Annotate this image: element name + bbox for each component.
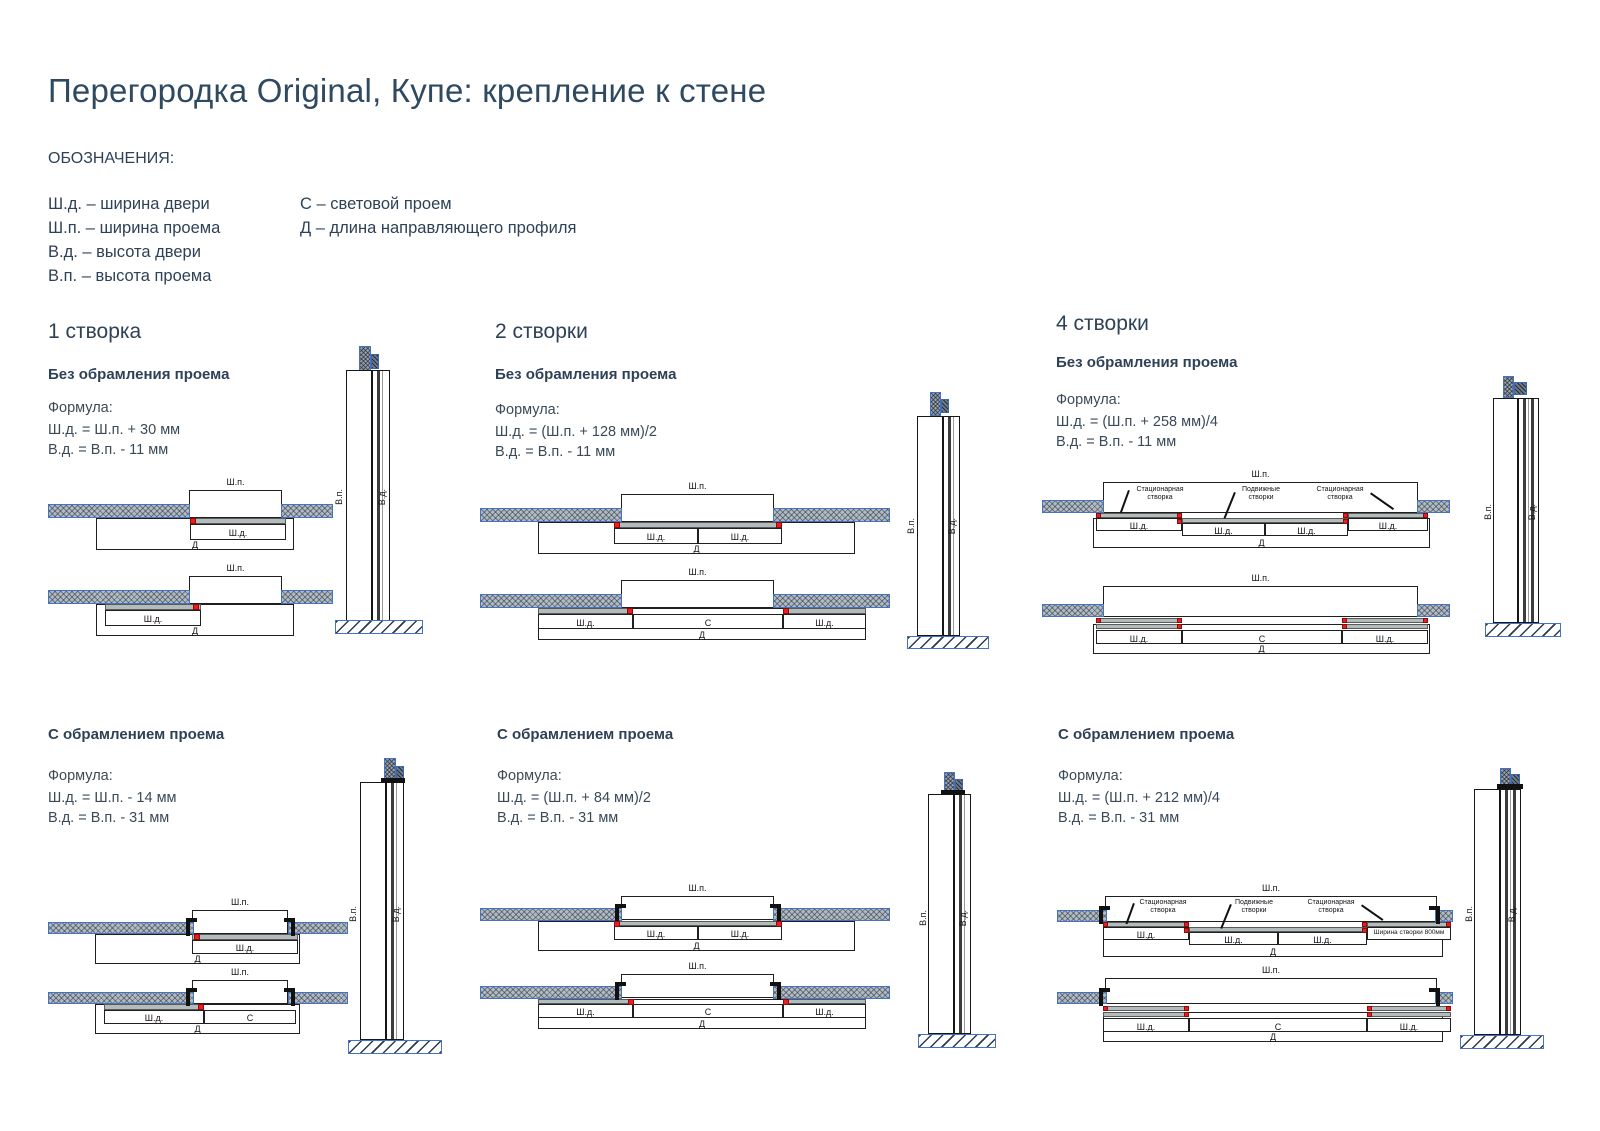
door-width-label: Ш.д. — [815, 618, 834, 628]
section-2leaf — [905, 390, 995, 646]
door-width-label: Ш.д. — [1136, 1022, 1156, 1032]
legend-item: Д – длина направляющего профиля — [300, 219, 577, 237]
opening-height-box — [928, 794, 954, 1034]
opening-height-label: В.п. — [918, 910, 928, 926]
wall-segment — [1042, 500, 1104, 513]
ceiling-profile — [359, 346, 371, 372]
track-profile — [1514, 382, 1527, 395]
track-length-label: Д — [693, 544, 700, 554]
light-opening-label: С — [1274, 1022, 1282, 1032]
section-heading: С обрамлением проема — [48, 726, 225, 743]
formula-height: В.д. = В.п. - 11 мм — [1056, 434, 1177, 450]
legend-column-2 — [300, 192, 576, 240]
column-heading-4: 4 створки — [1056, 312, 1149, 335]
light-opening-label: С — [1258, 634, 1266, 644]
stopper-marker — [1343, 513, 1348, 518]
plan-1leaf-open — [48, 560, 333, 636]
plan-1leaf-framed-open — [48, 968, 348, 1044]
frame-profile — [941, 790, 965, 795]
stopper-marker — [614, 921, 620, 927]
stopper-marker — [1103, 1006, 1108, 1011]
page-title: Перегородка Original, Купе: крепление к стене — [48, 72, 767, 109]
opening-height-label: В.п. — [348, 906, 358, 922]
wall-segment — [48, 992, 194, 1004]
opening-height-box — [346, 370, 372, 622]
section-heading: Без обрамления проема — [1056, 354, 1238, 371]
wall-segment — [48, 922, 194, 934]
fixed-leaf-annotation: Стационарная створка — [1316, 486, 1364, 502]
plan-1leaf-closed — [48, 478, 333, 554]
formula-width: Ш.д. = (Ш.п. + 84 мм)/2 — [497, 790, 651, 806]
stopper-marker — [628, 999, 634, 1005]
floor-hatch — [918, 1034, 996, 1048]
door-width-label: Ш.д. — [1129, 634, 1149, 644]
stopper-marker — [193, 604, 199, 610]
fixed-leaf-annotation: Стационарная створка — [1136, 486, 1184, 502]
frame-corner — [615, 904, 626, 922]
formula-label: Формула: — [48, 400, 113, 416]
track-length-label: Д — [191, 626, 199, 636]
door-width-label: Ш.д. — [576, 1007, 595, 1017]
section-4leaf-framed — [1460, 768, 1545, 1054]
wall-segment — [288, 922, 348, 934]
frame-corner — [615, 982, 626, 1000]
stopper-marker — [1423, 618, 1428, 623]
wall-segment — [1417, 500, 1450, 513]
opening-width-label: Ш.п. — [230, 967, 250, 977]
formula-width: Ш.д. = (Ш.п. + 128 мм)/2 — [495, 424, 657, 440]
frame-corner — [770, 982, 781, 1000]
opening-box — [192, 910, 288, 934]
wall-segment — [288, 992, 348, 1004]
leaf-width-note: Ширина створки 800мм — [1367, 927, 1451, 940]
legend-item: Ш.п. – ширина проема — [48, 219, 221, 237]
door-rail — [1367, 1012, 1451, 1017]
light-opening-label: С — [246, 1013, 254, 1023]
section-2leaf-framed — [918, 772, 1003, 1048]
legend-item: Ш.д. – ширина двери — [48, 195, 210, 213]
door-width-label: Ш.д. — [1297, 526, 1316, 536]
light-opening-label: С — [704, 618, 712, 628]
door-rail — [1096, 624, 1182, 629]
section-heading: С обрамлением проема — [497, 726, 674, 743]
door-width-label: Ш.д. — [1313, 935, 1332, 945]
ceiling-profile — [1503, 376, 1514, 398]
opening-box — [189, 576, 282, 604]
door-width-label: Ш.д. — [228, 528, 248, 538]
opening-box — [621, 974, 774, 998]
track-length-label: Д — [698, 630, 706, 640]
wall-segment — [480, 908, 622, 921]
door-height-label: В.д. — [377, 489, 387, 506]
opening-width-label: Ш.п. — [1251, 469, 1270, 479]
ceiling-profile — [930, 392, 941, 416]
frame-corner — [1429, 906, 1440, 924]
wall-segment — [773, 986, 890, 999]
opening-height-box — [360, 782, 386, 1040]
opening-width-label: Ш.п. — [1261, 883, 1281, 893]
plan-2leaf-framed-open — [480, 962, 890, 1038]
stopper-marker — [190, 518, 196, 524]
frame-corner — [770, 904, 781, 922]
wall-segment — [480, 986, 622, 999]
stopper-marker — [1184, 922, 1189, 927]
frame-profile — [1497, 784, 1523, 789]
legend-item: С – световой проем — [300, 195, 452, 213]
plan-4leaf-closed — [1028, 470, 1450, 550]
wall-segment — [773, 908, 890, 921]
door-rail — [1342, 624, 1428, 629]
opening-width-label: Ш.п. — [230, 897, 250, 907]
opening-width-label: Ш.п. — [226, 563, 245, 573]
column-heading-2: 2 створки — [495, 320, 588, 343]
stopper-marker — [1177, 624, 1182, 629]
floor-hatch — [348, 1040, 442, 1054]
opening-box — [621, 580, 774, 608]
floor-hatch — [1460, 1035, 1544, 1049]
plan-4leaf-framed-open — [1055, 966, 1455, 1046]
stopper-marker — [1103, 922, 1108, 927]
wall-segment — [281, 590, 333, 604]
door-height-label: В.д. — [391, 906, 401, 923]
track-length-label: Д — [194, 1024, 201, 1034]
door-rail — [1103, 1006, 1189, 1011]
door-panel-line — [1523, 399, 1526, 622]
plan-2leaf-open — [480, 564, 890, 642]
opening-width-label: Ш.п. — [688, 961, 707, 971]
fixed-leaf-annotation: Стационарная створка — [1307, 899, 1355, 915]
legend-item: В.д. – высота двери — [48, 243, 201, 261]
stopper-marker — [1096, 618, 1101, 623]
stopper-marker — [1446, 1006, 1451, 1011]
opening-height-box — [1493, 398, 1518, 623]
frame-profile — [381, 778, 405, 783]
opening-box — [1105, 978, 1437, 1004]
door-width-label: Ш.д. — [1224, 935, 1243, 945]
door-width-label: Ш.д. — [646, 929, 666, 939]
door-width-label: Ш.д. — [143, 614, 163, 624]
track-length-label: Д — [698, 1019, 706, 1029]
legend-column-1 — [48, 192, 220, 288]
opening-height-label: В.п. — [906, 518, 916, 534]
door-width-label: Ш.д. — [1378, 521, 1398, 531]
track-length-label: Д — [191, 540, 199, 550]
stopper-marker — [1423, 513, 1428, 518]
stopper-marker — [194, 934, 200, 940]
formula-width: Ш.д. = Ш.п. + 30 мм — [48, 422, 181, 438]
track-length-label: Д — [1269, 1032, 1277, 1042]
door-height-label: В.д. — [1507, 906, 1517, 923]
opening-box — [1103, 586, 1418, 617]
door-rail — [1096, 618, 1182, 623]
stopper-marker — [1367, 1012, 1372, 1017]
formula-height: В.д. = В.п. - 31 мм — [1058, 810, 1180, 826]
wall-segment — [48, 590, 190, 604]
stopper-marker — [1342, 618, 1347, 623]
stopper-marker — [1184, 1012, 1189, 1017]
opening-width-label: Ш.п. — [1251, 573, 1270, 583]
door-width-label: Ш.д. — [1136, 930, 1156, 940]
frame-corner — [284, 988, 295, 1006]
door-rail — [1342, 618, 1428, 623]
door-width-label: Ш.д. — [1399, 1022, 1419, 1032]
section-heading: С обрамлением проема — [1058, 726, 1235, 743]
opening-width-label: Ш.п. — [688, 567, 707, 577]
door-width-label: Ш.д. — [235, 943, 255, 953]
stopper-marker — [783, 608, 789, 614]
floor-hatch — [1485, 623, 1561, 637]
floor-hatch — [335, 620, 423, 634]
wall-segment — [1042, 604, 1104, 617]
formula-label: Формула: — [1056, 392, 1121, 408]
moving-leaves-annotation: Подвижные створки — [1242, 486, 1280, 502]
wall-segment — [773, 508, 890, 522]
opening-height-label: В.п. — [1464, 906, 1474, 922]
plan-4leaf-framed-closed — [1055, 884, 1455, 964]
stopper-marker — [198, 1004, 204, 1010]
opening-width-label: Ш.п. — [688, 481, 707, 491]
opening-height-box — [1474, 789, 1500, 1035]
formula-width: Ш.д. = Ш.п. - 14 мм — [48, 790, 177, 806]
plan-4leaf-open — [1028, 574, 1450, 654]
formula-width: Ш.д. = (Ш.п. + 212 мм)/4 — [1058, 790, 1220, 806]
track-profile — [371, 354, 379, 369]
door-width-label: Ш.д. — [730, 929, 750, 939]
column-heading-1: 1 створка — [48, 320, 142, 343]
opening-width-label: Ш.п. — [226, 477, 245, 487]
floor-hatch — [907, 636, 989, 649]
legend-item: В.п. – высота проема — [48, 267, 212, 285]
stopper-marker — [614, 522, 620, 528]
stopper-marker — [776, 921, 782, 927]
light-opening-label: С — [704, 1007, 712, 1017]
stopper-marker — [1177, 618, 1182, 623]
track-length-label: Д — [1269, 947, 1277, 957]
door-width-label: Ш.д. — [1214, 526, 1233, 536]
opening-box — [189, 490, 282, 518]
opening-box — [192, 980, 288, 1004]
frame-corner — [284, 918, 295, 936]
frame-corner — [1429, 988, 1440, 1006]
door-rail — [1103, 1012, 1189, 1017]
door-width-label: Ш.д. — [646, 532, 666, 542]
wall-segment — [281, 504, 333, 518]
section-1leaf — [332, 344, 432, 636]
opening-width-label: Ш.п. — [1261, 965, 1281, 975]
frame-corner — [186, 988, 197, 1006]
stopper-marker — [783, 999, 789, 1005]
fixed-leaf-annotation: Стационарная створка — [1139, 899, 1187, 915]
wall-segment — [1417, 604, 1450, 617]
track-length-label: Д — [194, 954, 201, 964]
door-height-label: В.д. — [958, 910, 968, 927]
stopper-marker — [1367, 1006, 1372, 1011]
formula-height: В.д. = В.п. - 11 мм — [48, 442, 169, 458]
formula-label: Формула: — [497, 768, 562, 784]
door-width-label: Ш.д. — [1129, 521, 1149, 531]
opening-width-label: Ш.п. — [688, 883, 707, 893]
opening-height-box — [917, 416, 943, 636]
stopper-marker — [1177, 513, 1182, 518]
formula-label: Формула: — [1058, 768, 1123, 784]
door-width-label: Ш.д. — [576, 618, 595, 628]
track-profile — [941, 399, 949, 413]
formula-height: В.д. = В.п. - 11 мм — [495, 444, 616, 460]
frame-corner — [1099, 988, 1110, 1006]
opening-height-label: В.п. — [1483, 504, 1493, 520]
plan-1leaf-framed-closed — [48, 898, 348, 970]
section-1leaf-framed — [348, 758, 448, 1054]
opening-box — [621, 494, 774, 522]
stopper-marker — [1184, 1006, 1189, 1011]
stopper-marker — [1096, 513, 1101, 518]
door-width-label: Ш.д. — [815, 1007, 834, 1017]
formula-height: В.д. = В.п. - 31 мм — [497, 810, 619, 826]
stopper-marker — [776, 522, 782, 528]
door-height-label: В.д. — [1527, 504, 1537, 521]
formula-width: Ш.д. = (Ш.п. + 258 мм)/4 — [1056, 414, 1218, 430]
section-4leaf — [1483, 376, 1563, 642]
moving-leaves-annotation: Подвижные створки — [1235, 899, 1273, 915]
stopper-marker — [627, 608, 633, 614]
legend-heading: ОБОЗНАЧЕНИЯ: — [48, 150, 175, 167]
door-height-label: В.д. — [947, 518, 957, 535]
opening-box — [621, 896, 774, 920]
formula-label: Формула: — [48, 768, 113, 784]
wall-segment — [480, 594, 622, 608]
track-length-label: Д — [1258, 538, 1265, 548]
wall-segment — [480, 508, 622, 522]
plan-2leaf-closed — [480, 482, 890, 558]
section-heading: Без обрамления проема — [48, 366, 230, 383]
formula-label: Формула: — [495, 402, 560, 418]
door-rail — [1367, 1006, 1451, 1011]
wall-segment — [48, 504, 190, 518]
door-width-label: Ш.д. — [144, 1013, 164, 1023]
section-heading: Без обрамления проема — [495, 366, 677, 383]
stopper-marker — [1342, 624, 1347, 629]
opening-height-label: В.п. — [334, 489, 344, 505]
track-length-label: Д — [1258, 644, 1265, 654]
formula-height: В.д. = В.п. - 31 мм — [48, 810, 170, 826]
door-width-label: Ш.д. — [730, 532, 750, 542]
door-width-label: Ш.д. — [1375, 634, 1395, 644]
wall-segment — [773, 594, 890, 608]
track-length-label: Д — [693, 941, 700, 951]
plan-2leaf-framed-closed — [480, 884, 890, 958]
